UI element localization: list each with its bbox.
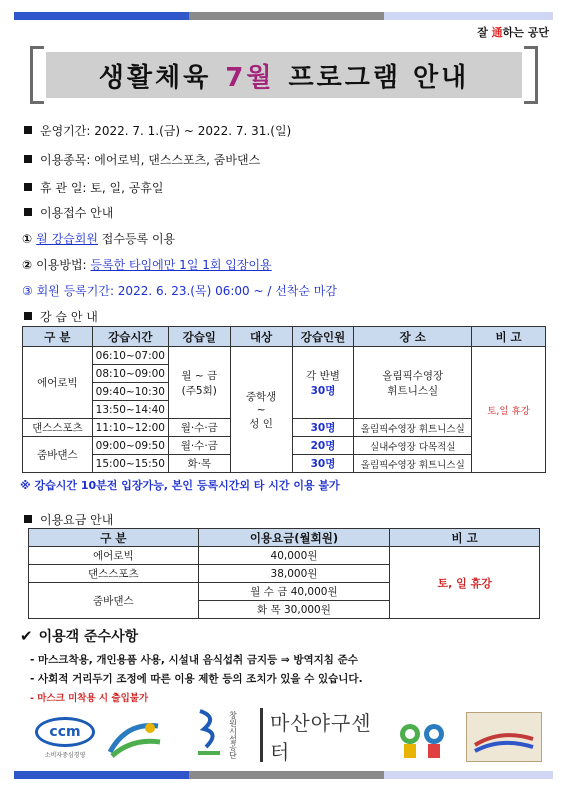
slogan: 잘 通하는 공단	[477, 26, 549, 39]
reception-item-2: ② 이용방법: 등록한 타임에만 1일 1회 입장이용	[22, 258, 272, 272]
footer-divider	[260, 708, 263, 762]
table-header-row: 구 분 이용요금(월회원) 비 고	[29, 529, 540, 547]
ccm-logo: ccm 소비자중심경영	[32, 714, 98, 762]
table-row: 댄스스포츠 11:10~12:00 월·수·금 30명 올림픽수영장 휘트니스실	[23, 419, 546, 437]
rule-item: - 사회적 거리두기 조정에 따른 이용 제한 등의 조치가 있을 수 있습니다.	[30, 673, 363, 685]
table-row: 에어로빅 06:10~07:00 월 ~ 금 (주5회) 중학생 ~ 성 인 각 반별 30명 올림픽수영장 휘트니스실 토,일 휴강	[23, 347, 546, 365]
closed-days: 휴 관 일: 토, 일, 공휴일	[24, 179, 163, 196]
operation-period: 운영기간: 2022. 7. 1.(금) ~ 2022. 7. 31.(일)	[24, 122, 291, 139]
reception-item-1: ① 월 강습회원 접수등록 이용	[22, 232, 176, 246]
top-color-stripe	[14, 12, 553, 20]
masan-baseball-center-logo: 마산야구센터	[270, 711, 372, 764]
table-row: 09:40~10:30	[23, 383, 546, 401]
class-note: ※ 강습시간 10분전 입장가능, 본인 등록시간외 타 시간 이용 불가	[20, 479, 340, 492]
table-row: 댄스스포츠 38,000원	[29, 565, 540, 583]
class-section-title: 강 습 안 내	[24, 308, 98, 325]
rule-item: - 마스크착용, 개인용품 사용, 시설내 음식섭취 금지등 ⇒ 방역지침 준수	[30, 654, 358, 666]
table-row: 화 목 30,000원	[29, 601, 540, 619]
changwon-slogan-logo	[106, 716, 164, 762]
emblem-logo	[466, 712, 542, 762]
page-title: 생활체육 7월 프로그램 안내	[46, 52, 522, 98]
table-row: 08:10~09:00	[23, 365, 546, 383]
class-schedule-table	[22, 326, 546, 473]
bottom-color-stripe	[14, 771, 553, 779]
reception-heading: 이용접수 안내	[24, 204, 113, 221]
fee-section-title: 이용요금 안내	[24, 511, 113, 528]
registration-period: ③ 회원 등록기간: 2022. 6. 23.(목) 06:00 ~ / 선착순 마감	[22, 284, 337, 298]
mask-warning: - 마스크 미착용 시 출입불가	[30, 693, 149, 704]
program-list: 이용종목: 에어로빅, 댄스스포츠, 줌바댄스	[24, 151, 260, 168]
table-header-row: 구 분 강습시간 강습일 대상 강습인원 장 소 비 고	[23, 327, 546, 347]
table-row: 줌바댄스 월 수 금 40,000원	[29, 583, 540, 601]
cmc-symbol-logo: 창원시설공단	[186, 704, 246, 766]
table-row: 13:50~14:40	[23, 401, 546, 419]
table-row: 에어로빅 40,000원 토, 일 휴강	[29, 547, 540, 565]
checkmark-icon: ✔	[20, 627, 33, 645]
mascot-logo	[394, 714, 450, 762]
table-row: 15:00~15:50 화·목 30명 올림픽수영장 휘트니스실	[23, 455, 546, 473]
table-row: 줌바댄스 09:00~09:50 월·수·금 20명 실내수영장 다목적실	[23, 437, 546, 455]
usage-method-link[interactable]: 등록한 타임에만 1일 1회 입장이용	[90, 258, 272, 272]
rules-title: ✔ 이용객 준수사항	[20, 627, 139, 645]
page-title-banner	[30, 46, 538, 104]
monthly-member-link[interactable]: 월 강습회원	[36, 232, 98, 246]
fee-table	[28, 528, 540, 619]
